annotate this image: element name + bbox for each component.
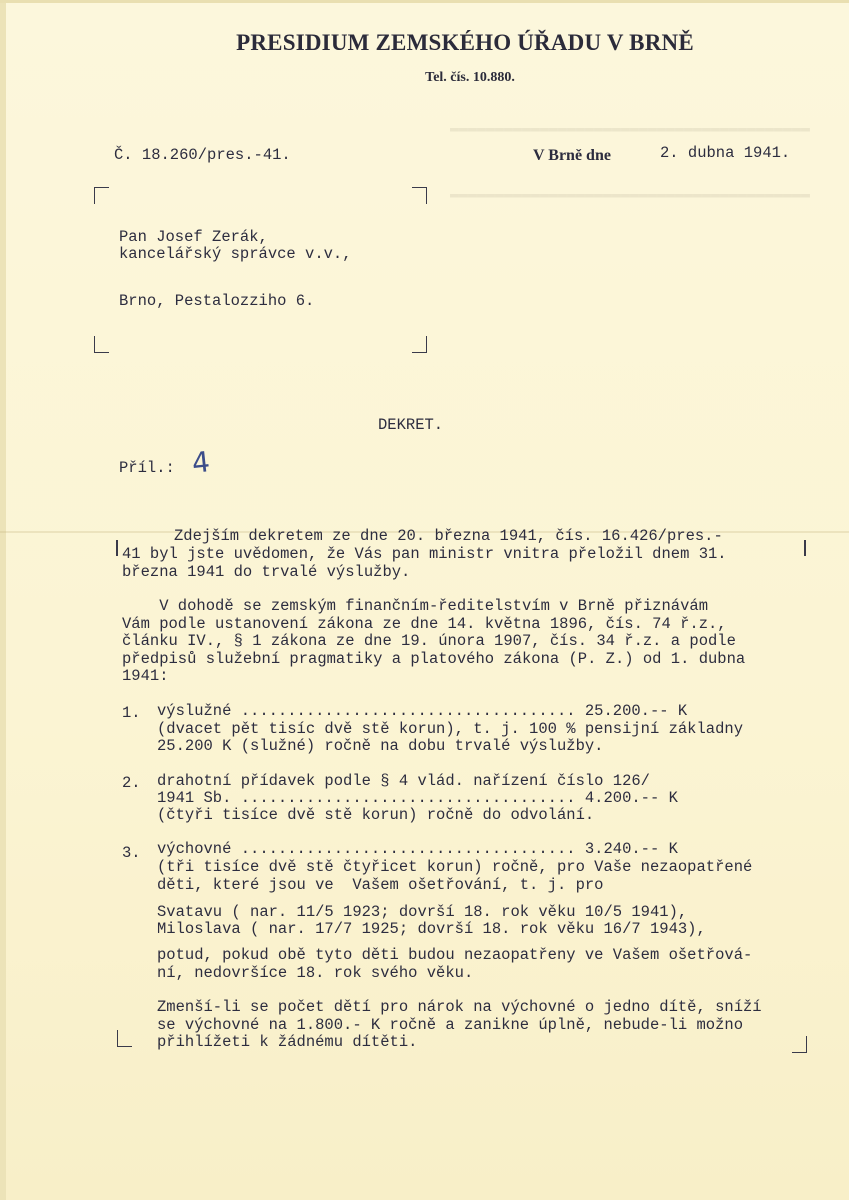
document-date: 2. dubna 1941. bbox=[660, 144, 791, 162]
reduction-line-1: Zmenší-li se počet dětí pro nárok na výchovné o jedno dítě, sníží bbox=[157, 998, 762, 1016]
item-2-line-2: 1941 Sb. .................................... 4.200.-- K bbox=[157, 789, 678, 807]
bottom-bracket-right bbox=[792, 1036, 807, 1053]
item-3-line-2: (tři tisíce dvě stě čtyřicet korun) ročně, pro Vaše nezaopatřené bbox=[157, 858, 753, 876]
paragraph-2-line-2: Vám podle ustanovení zákona ze dne 14. května 1896, čís. 74 ř.z., bbox=[122, 615, 727, 633]
reference-number: Č. 18.260/pres.-41. bbox=[114, 146, 291, 164]
handwritten-attachment-count: 4 bbox=[190, 445, 212, 480]
recipient-title: kancelářský správce v.v., bbox=[119, 245, 352, 263]
paragraph-2-line-1: V dohodě se zemským finančním-ředitelstvím v Brně přiznávám bbox=[122, 597, 708, 615]
paragraph-2-line-3: článku IV., § 1 zákona ze dne 19. února 1907, čís. 34 ř.z. a podle bbox=[122, 632, 736, 650]
paragraph-2-line-4: předpisů služební pragmatiky a platového zákona (P. Z.) od 1. dubna bbox=[122, 650, 746, 668]
address-bracket-bottom-left bbox=[94, 336, 109, 353]
item-2-number: 2. bbox=[122, 774, 141, 792]
paper-edge-left bbox=[0, 0, 6, 1200]
item-1-line-2: (dvacet pět tisíc dvě stě korun), t. j. 100 % pensijní základny bbox=[157, 720, 743, 738]
bottom-bracket-left bbox=[117, 1030, 132, 1047]
letterhead-phone: Tel. čís. 10.880. bbox=[425, 70, 515, 85]
child-1-line: Svatavu ( nar. 11/5 1923; dovrší 18. rok věku 10/5 1941), bbox=[157, 903, 688, 921]
paragraph-1-line-3: března 1941 do trvalé výslužby. bbox=[122, 563, 411, 581]
condition-line-2: ní, nedovršíce 18. rok svého věku. bbox=[157, 964, 474, 982]
attachments-label: Příl.: bbox=[119, 459, 175, 477]
item-3-line-1: výchovné .................................... 3.240.-- K bbox=[157, 840, 678, 858]
condition-line-1: potud, pokud obě tyto děti budou nezaopatřeny ve Vašem ošetřová- bbox=[157, 946, 753, 964]
item-3-line-3: děti, které jsou ve Vašem ošetřování, t. j. pro bbox=[157, 876, 604, 894]
margin-mark-right bbox=[804, 540, 806, 556]
document-title: DEKRET. bbox=[378, 416, 444, 434]
reduction-line-2: se výchovné na 1.800.- K ročně a zanikne úplně, nebude-li možno bbox=[157, 1016, 743, 1034]
reduction-line-3: přihlížeti k žádnému dítěti. bbox=[157, 1033, 418, 1051]
paper-edge-top bbox=[0, 0, 849, 3]
place-label: V Brně dne bbox=[533, 147, 611, 164]
margin-mark-left bbox=[116, 540, 118, 556]
item-2-line-1: drahotní přídavek podle § 4 vlád. nařízení číslo 126/ bbox=[157, 772, 650, 790]
paragraph-1-line-2: 41 byl jste uvědomen, že Vás pan ministr vnitra přeložil dnem 31. bbox=[122, 545, 727, 563]
item-1-line-3: 25.200 K (služné) ročně na dobu trvalé výslužby. bbox=[157, 737, 604, 755]
address-bracket-bottom-right bbox=[412, 336, 427, 353]
item-2-line-3: (čtyři tisíce dvě stě korun) ročně do odvolání. bbox=[157, 806, 595, 824]
reverse-side-show-through: ▬▬▬▬▬▬▬▬▬▬▬▬▬▬▬▬▬▬▬▬▬▬▬▬▬▬▬▬▬▬▬▬▬▬▬▬▬▬▬▬ ▬▬▬▬▬▬▬▬▬▬▬▬▬▬▬▬▬▬▬▬▬▬▬▬▬▬▬▬▬▬▬▬▬▬▬▬▬▬▬▬ bbox=[449, 120, 810, 203]
paragraph-1-line-1: Zdejším dekretem ze dne 20. března 1941, čís. 16.426/pres.- bbox=[174, 527, 723, 545]
child-2-line: Miloslava ( nar. 17/7 1925; dovrší 18. rok věku 16/7 1943), bbox=[157, 920, 706, 938]
paragraph-2-line-5: 1941: bbox=[122, 667, 169, 685]
letterhead-title: PRESIDIUM ZEMSKÉHO ÚŘADU V BRNĚ bbox=[236, 30, 694, 55]
address-bracket-top-right bbox=[412, 187, 427, 204]
address-bracket-top-left bbox=[94, 187, 109, 204]
item-1-line-1: výslužné .................................... 25.200.-- K bbox=[157, 702, 688, 720]
item-3-number: 3. bbox=[122, 844, 141, 862]
recipient-name: Pan Josef Zerák, bbox=[119, 228, 268, 246]
recipient-address: Brno, Pestalozziho 6. bbox=[119, 292, 315, 310]
item-1-number: 1. bbox=[122, 704, 141, 722]
